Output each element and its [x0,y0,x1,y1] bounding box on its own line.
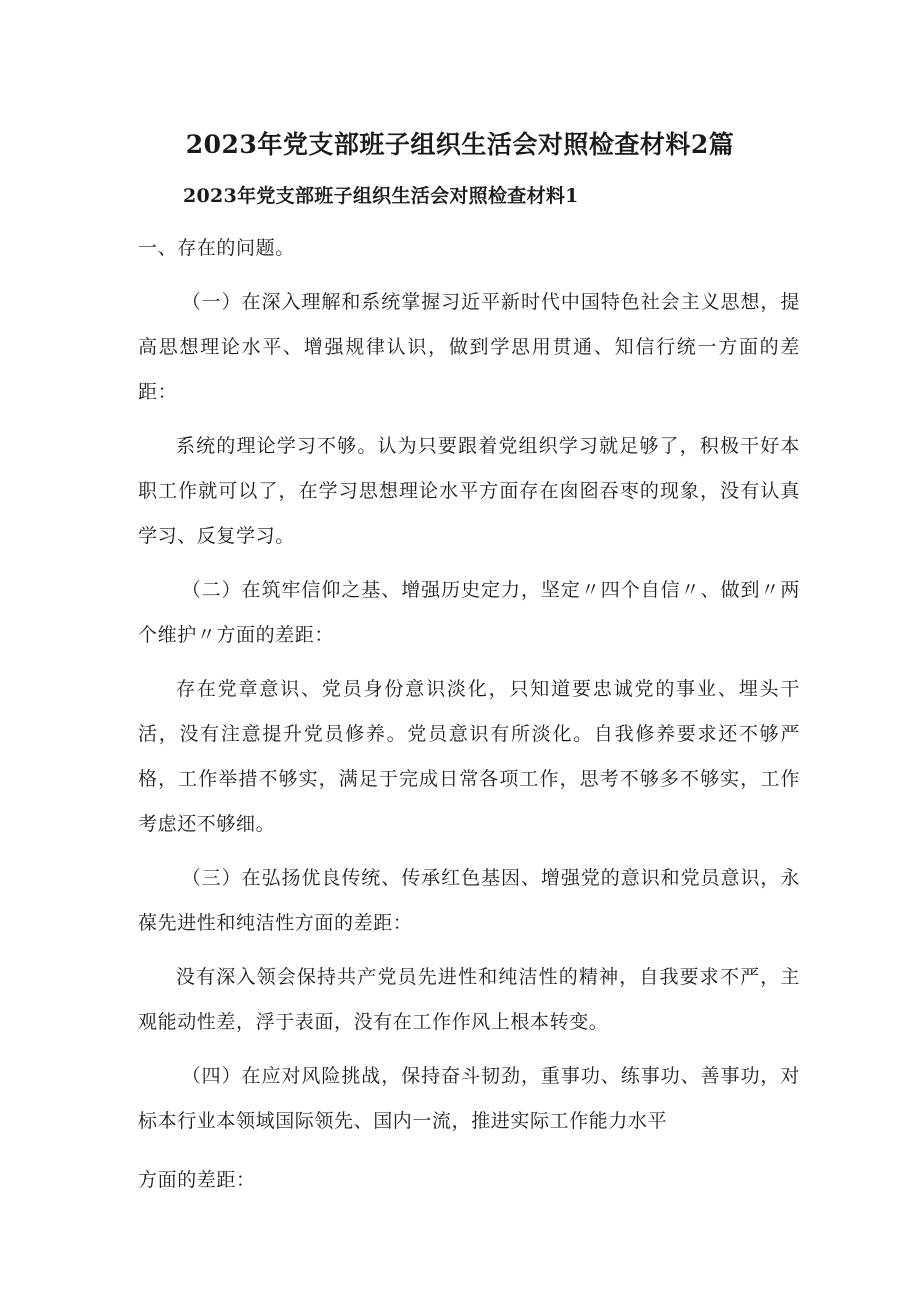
document-title: 2023年党支部班子组织生活会对照检查材料2篇 [185,130,735,159]
section-1-heading: （一）在深入理解和系统掌握习近平新时代中国特色社会主义思想，提高思想理论水平、增强规律认识，做到学思用贯通、知信行统一方面的差距： [138,291,800,403]
section-4-trailing-line: 方面的差距： [138,1169,256,1191]
section-heading-problems: 一、存在的问题。 [138,237,295,259]
section-2-heading: （二）在筑牢信仰之基、增强历史定力，坚定〃四个自信〃、做到〃两个维护〃方面的差距： [138,579,800,646]
section-3-body: 没有深入领会保持共产党员先进性和纯洁性的精神，自我要求不严，主观能动性差，浮于表面，没有在工作作风上根本转变。 [138,966,800,1033]
section-2-body: 存在党章意识、党员身份意识淡化，只知道要忠诚党的事业、埋头干活，没有注意提升党员修养。党员意识有所淡化。自我修养要求还不够严格，工作举措不够实，满足于完成日常各项工作，思考不够多不够实，工作考虑还不够细。 [138,678,800,835]
document-body [138,226,800,1203]
section-3-heading: （三）在弘扬优良传统、传承红色基因、增强党的意识和党员意识，永葆先进性和纯洁性方面的差距： [138,867,800,934]
document-subtitle: 2023年党支部班子组织生活会对照检查材料1 [183,185,579,207]
section-1-body: 系统的理论学习不够。认为只要跟着党组织学习就足够了，积极干好本职工作就可以了，在学习思想理论水平方面存在囱囵吞枣的现象，没有认真学习、反复学习。 [138,435,800,547]
section-4-heading: （四）在应对风险挑战，保持奋斗韧劲，重事功、练事功、善事功，对标本行业本领域国际领先、国内一流，推进实际工作能力水平 [138,1065,800,1132]
